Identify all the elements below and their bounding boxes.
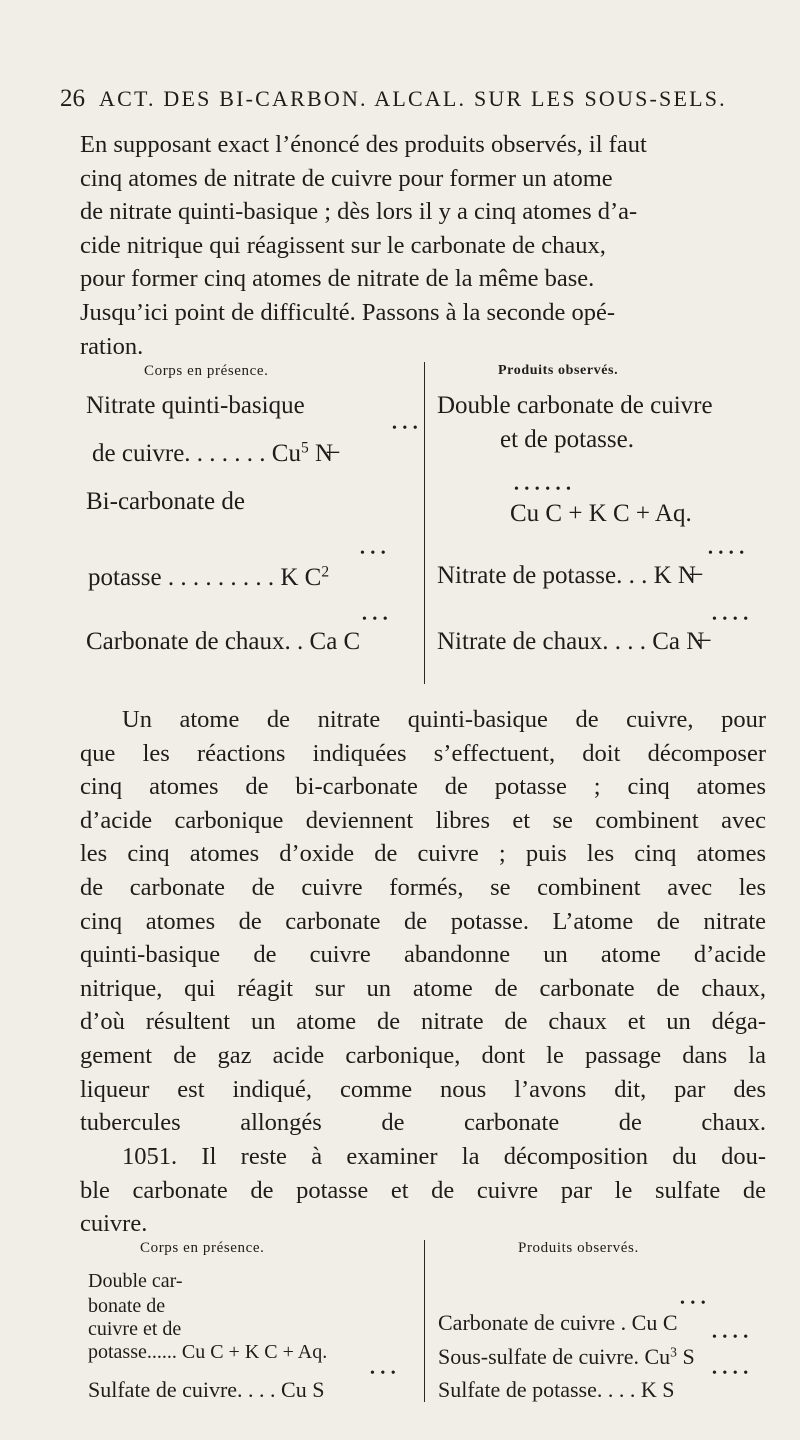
table1-left-row4: potasse . . . . . . . . . K $C^2$ (88, 563, 330, 591)
table1-right-row2: et de potasse. (500, 426, 634, 453)
paragraph-2 (80, 703, 766, 1140)
running-header (60, 85, 760, 113)
paragraph-3 (80, 1140, 766, 1241)
text-line: En supposant exact l’énoncé des produits observés, il faut (80, 131, 647, 158)
table1-divider (424, 362, 425, 684)
table2-left-caption: Corps en présence. (140, 1240, 265, 1256)
table1-left-row2: de cuivre. . . . . . . Cu$^5$ N̶ (92, 439, 334, 467)
text-line: ble carbonate de potasse et de cuivre par le sulfate de (80, 1176, 766, 1204)
text-line: tubercules allongés de carbonate de chaux. (80, 1109, 766, 1137)
text-line: cinq atomes de bi-carbonate de potasse ; cinq atomes (80, 773, 766, 801)
text-line: les cinq atomes d’oxide de cuivre ; puis les cinq atomes (80, 840, 766, 868)
table2-left-row5: Sulfate de cuivre. . . . Cu S (88, 1377, 325, 1402)
table2-divider (424, 1240, 425, 1402)
text-line: de nitrate quinti-basique ; dès lors il y a cinq atomes d’a- (80, 198, 638, 226)
text-line: pour former cinq atomes de nitrate de la même base. (80, 265, 595, 293)
text-line: Jusqu’ici point de difficulté. Passons à la seconde opé- (80, 298, 616, 326)
table1-left-caption: Corps en présence. (144, 363, 269, 379)
formula-dots: • • • • (712, 1366, 750, 1381)
text-line: 1051. Il reste à examiner la décomposition du dou- (122, 1143, 766, 1170)
formula-dots: • • • (392, 421, 419, 436)
paragraph-1 (80, 128, 766, 363)
table2-right-caption: Produits observés. (518, 1240, 639, 1256)
table1-right-row3: Cu C + K C + Aq. (510, 500, 692, 527)
text-line: Un atome de nitrate quinti-basique de cuivre, pour (122, 706, 766, 733)
table2-left-row4: potasse...... Cu C + K C + Aq. (88, 1341, 328, 1363)
table2-right-row2: Sous-sulfate de cuivre. Cu$^3$ S (438, 1344, 695, 1369)
table2-left-row2: bonate de (88, 1295, 166, 1317)
formula-dots: • • • (680, 1296, 707, 1311)
formula-dots: • • • (370, 1366, 397, 1381)
formula-dots: • • • (360, 546, 387, 561)
text-line: d’acide carbonique deviennent libres et se combinent avec (80, 806, 766, 834)
text-line: cinq atomes de carbonate de potasse. L’atome de nitrate (80, 907, 766, 935)
table2-right-row3: Sulfate de potasse. . . . K S (438, 1377, 675, 1402)
table2-left-row3: cuivre et de (88, 1318, 182, 1340)
text-line: que les réactions indiquées s’effectuent, doit décomposer (80, 739, 766, 767)
table2-right-row1: Carbonate de cuivre . Cu C (438, 1310, 678, 1335)
table2-left-row1: Double car- (88, 1270, 183, 1292)
text-line: cinq atomes de nitrate de cuivre pour former un atome (80, 164, 613, 192)
running-title: ACT. DES BI-CARBON. ALCAL. SUR LES SOUS-SELS. (99, 86, 727, 111)
formula-dots: • • • (362, 612, 389, 627)
table1-left-row5: Carbonate de chaux. . Ca C (86, 628, 361, 655)
text-line: cuivre. (80, 1210, 148, 1238)
table1-right-row1: Double carbonate de cuivre (437, 392, 713, 419)
text-line: de carbonate de cuivre formés, se combinent avec les (80, 873, 766, 901)
formula-dots: • • • • (712, 612, 750, 627)
table1-right-row4: Nitrate de potasse. . . K N̶ (437, 562, 696, 589)
text-line: ration. (80, 332, 144, 360)
table1-right-caption: Produits observés. (498, 363, 619, 378)
table1-left-row1: Nitrate quinti-basique (86, 392, 305, 419)
formula-dots: • • • • • • (514, 482, 572, 497)
text-line: nitrique, qui réagit sur un atome de carbonate de chaux, (80, 974, 766, 1002)
text-line: quinti-basique de cuivre abandonne un atome d’acide (80, 941, 766, 969)
page-number: 26 (60, 85, 85, 112)
text-line: liqueur est indiqué, comme nous l’avons dit, par des (80, 1075, 766, 1103)
formula-dots: • • • • (708, 546, 746, 561)
table1-left-row3: Bi-carbonate de (86, 488, 245, 515)
formula-dots: • • • • (712, 1330, 750, 1345)
text-line: gement de gaz acide carbonique, dont le passage dans la (80, 1041, 766, 1069)
text-line: cide nitrique qui réagissent sur le carbonate de chaux, (80, 231, 606, 259)
text-line: d’où résultent un atome de nitrate de chaux et un déga- (80, 1008, 766, 1036)
table1-right-row5: Nitrate de chaux. . . . Ca N̶ (437, 628, 705, 655)
